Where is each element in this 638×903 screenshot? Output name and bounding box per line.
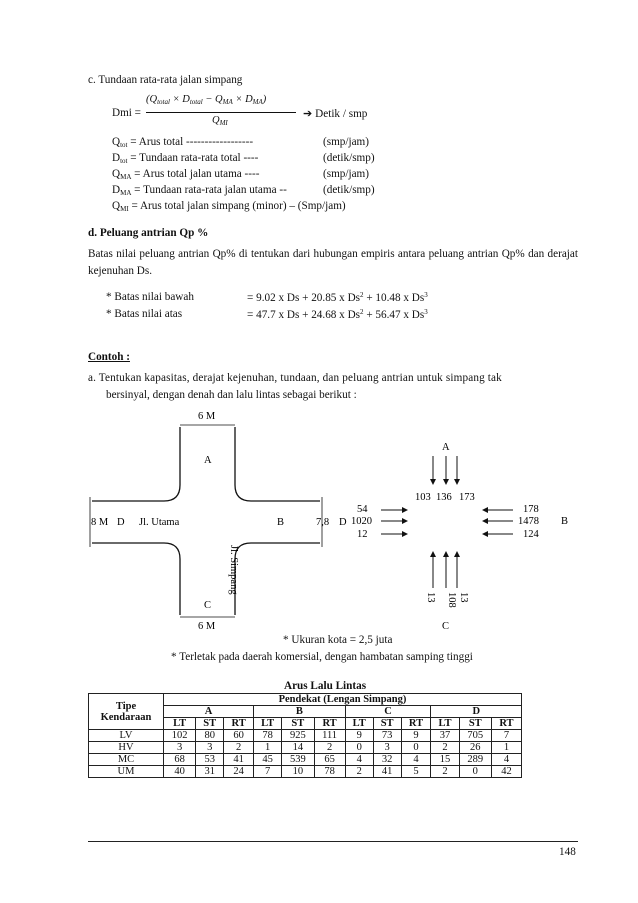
volume-cell: 111 [314, 730, 345, 742]
flow-a-value: 173 [459, 492, 475, 503]
volume-cell: 1 [491, 742, 521, 754]
road-main: Jl. Utama [139, 517, 180, 528]
definition-row: $D_{tot}$ = Tundaan rata-rata total ---- (detik/smp) [112, 152, 375, 165]
table-title: Arus Lalu Lintas [284, 680, 367, 692]
table-row [89, 754, 522, 766]
volume-cell: 2 [345, 766, 373, 778]
flow-a-value: 103 [415, 492, 431, 503]
volume-cell: 68 [164, 754, 196, 766]
volume-cell: 102 [164, 730, 196, 742]
flow-a-value: 136 [436, 492, 452, 503]
example-heading: Contoh : [88, 351, 130, 363]
volume-cell: 4 [491, 754, 521, 766]
volume-cell: 4 [345, 754, 373, 766]
volume-cell: 0 [401, 742, 431, 754]
volume-cell: 2 [314, 742, 345, 754]
flow-label-b: B [561, 516, 569, 527]
flow-b-value: 124 [523, 529, 539, 540]
sub-header: ST [373, 718, 401, 730]
volume-cell: 2 [431, 766, 459, 778]
volume-cell: 32 [373, 754, 401, 766]
flow-d-value: 1020 [351, 516, 372, 527]
formula-numerator: $(Q_{total} \times D_{total} - Q_{MA} \times D_{MA})$ [146, 94, 267, 106]
road-minor: Jl. Simpang [228, 545, 239, 595]
approach-header: D [431, 706, 522, 718]
volume-cell: 925 [282, 730, 314, 742]
vehicle-type-cell: HV [89, 742, 164, 754]
section-d-paragraph: Batas nilai peluang antrian Qp% di tentukan dari hubungan empiris antara peluang antrian Qp% dan derajat kejenuhan Ds. [88, 248, 578, 277]
page-number: 148 [559, 846, 576, 858]
traffic-flow-diagram [335, 438, 580, 658]
volume-cell: 705 [459, 730, 491, 742]
formula-denominator: $Q_{MI}$ [212, 115, 228, 127]
table-row [89, 730, 522, 742]
volume-cell: 26 [459, 742, 491, 754]
volume-cell: 40 [164, 766, 196, 778]
sub-header: LT [164, 718, 196, 730]
volume-cell: 24 [224, 766, 254, 778]
intersection-layout-diagram [80, 405, 340, 635]
volume-cell: 41 [224, 754, 254, 766]
road-edge [235, 427, 320, 501]
volume-cell: 15 [431, 754, 459, 766]
volume-cell: 31 [196, 766, 224, 778]
volume-cell: 60 [224, 730, 254, 742]
definition-row: $Q_{MI}$ = Arus total jalan simpang (minor) – (Smp/jam) [112, 200, 346, 213]
traffic-volume-table [88, 693, 522, 778]
sub-header: RT [491, 718, 521, 730]
definitions-list [112, 136, 412, 216]
approach-header: C [345, 706, 431, 718]
note-area: * Terletak pada daerah komersial, dengan hambatan samping tinggi [171, 651, 473, 663]
label-d: D [117, 517, 125, 528]
flow-b-value: 178 [523, 504, 539, 515]
road-edge [235, 543, 320, 615]
volume-cell: 7 [254, 766, 282, 778]
flow-label-d: D [339, 517, 347, 528]
flow-d-value: 54 [357, 504, 368, 515]
road-edge [92, 543, 180, 615]
volume-cell: 78 [314, 766, 345, 778]
sub-header: LT [345, 718, 373, 730]
volume-cell: 539 [282, 754, 314, 766]
volume-cell: 14 [282, 742, 314, 754]
lower-bound-equation: = 9.02 x Ds + 20.85 x $Ds^2 + 10.48$ x Ds$^3$ [247, 291, 428, 304]
fraction-bar [146, 112, 296, 113]
flow-c-value: 108 [446, 592, 457, 608]
volume-cell: 3 [164, 742, 196, 754]
footer-rule [88, 841, 578, 842]
lower-bound-line: * Batas nilai bawah [106, 291, 194, 303]
width-right: 7,8 [316, 517, 330, 528]
volume-cell: 9 [345, 730, 373, 742]
volume-cell: 3 [196, 742, 224, 754]
flow-label-c: C [442, 621, 450, 632]
volume-cell: 1 [254, 742, 282, 754]
sub-header: ST [459, 718, 491, 730]
table-row [89, 742, 522, 754]
volume-cell: 78 [254, 730, 282, 742]
sub-header: LT [431, 718, 459, 730]
volume-cell: 37 [431, 730, 459, 742]
road-edge [92, 427, 180, 501]
volume-cell: 0 [345, 742, 373, 754]
vehicle-type-cell: UM [89, 766, 164, 778]
volume-cell: 73 [373, 730, 401, 742]
sub-header: ST [282, 718, 314, 730]
example-item-a-cont: bersinyal, dengan denah dan lalu lintas sebagai berikut : [106, 389, 357, 401]
sub-header: RT [224, 718, 254, 730]
col-group-header: Pendekat (Lengan Simpang) [164, 694, 522, 706]
volume-cell: 41 [373, 766, 401, 778]
col-type-header: Tipe Kendaraan [89, 694, 164, 730]
approach-header: B [254, 706, 346, 718]
section-c-heading: c. Tundaan rata-rata jalan simpang [88, 74, 243, 86]
sub-header: RT [314, 718, 345, 730]
volume-cell: 2 [224, 742, 254, 754]
label-b: B [277, 517, 285, 528]
volume-cell: 289 [459, 754, 491, 766]
flow-d-value: 12 [357, 529, 368, 540]
flow-label-a: A [442, 442, 450, 453]
volume-cell: 10 [282, 766, 314, 778]
note-city-size: * Ukuran kota = 2,5 juta [283, 634, 393, 646]
upper-bound-equation: = 47.7 x Ds + 24.68 x $Ds^2 + 56.47$ x Ds$^3$ [247, 308, 428, 321]
volume-cell: 7 [491, 730, 521, 742]
volume-cell: 4 [401, 754, 431, 766]
sub-header: RT [401, 718, 431, 730]
table-row [89, 766, 522, 778]
label-c: C [204, 600, 212, 611]
formula-lhs: Dmi = [112, 107, 141, 119]
vehicle-type-cell: LV [89, 730, 164, 742]
definition-row: $Q_{MA}$ = Arus total jalan utama ---- (smp/jam) [112, 168, 369, 181]
volume-cell: 2 [431, 742, 459, 754]
volume-cell: 5 [401, 766, 431, 778]
volume-cell: 0 [459, 766, 491, 778]
width-top: 6 M [198, 411, 216, 422]
volume-cell: 3 [373, 742, 401, 754]
label-a: A [204, 455, 212, 466]
volume-cell: 65 [314, 754, 345, 766]
volume-cell: 9 [401, 730, 431, 742]
table-body [89, 730, 522, 778]
volume-cell: 45 [254, 754, 282, 766]
volume-cell: 42 [491, 766, 521, 778]
flow-b-value: 1478 [518, 516, 539, 527]
definition-row: $D_{MA}$ = Tundaan rata-rata jalan utama -- (detik/smp) [112, 184, 375, 197]
approach-header: A [164, 706, 254, 718]
sub-header: ST [196, 718, 224, 730]
flow-c-value: 13 [458, 592, 469, 603]
width-left: 8 M [91, 517, 109, 528]
volume-cell: 80 [196, 730, 224, 742]
volume-cell: 53 [196, 754, 224, 766]
width-bottom: 6 M [198, 621, 216, 632]
section-d-heading: d. Peluang antrian Qp % [88, 227, 209, 239]
flow-c-value: 13 [425, 592, 436, 603]
definition-row: $Q_{tot}$ = Arus total ------------------ (smp/jam) [112, 136, 369, 149]
upper-bound-line: * Batas nilai atas [106, 308, 183, 320]
delay-formula [112, 88, 412, 132]
vehicle-type-cell: MC [89, 754, 164, 766]
sub-header: LT [254, 718, 282, 730]
formula-result: ➔ Detik / smp [303, 108, 368, 120]
example-item-a: a. Tentukan kapasitas, derajat kejenuhan, tundaan, dan peluang antrian untuk simpang tak [88, 372, 502, 384]
